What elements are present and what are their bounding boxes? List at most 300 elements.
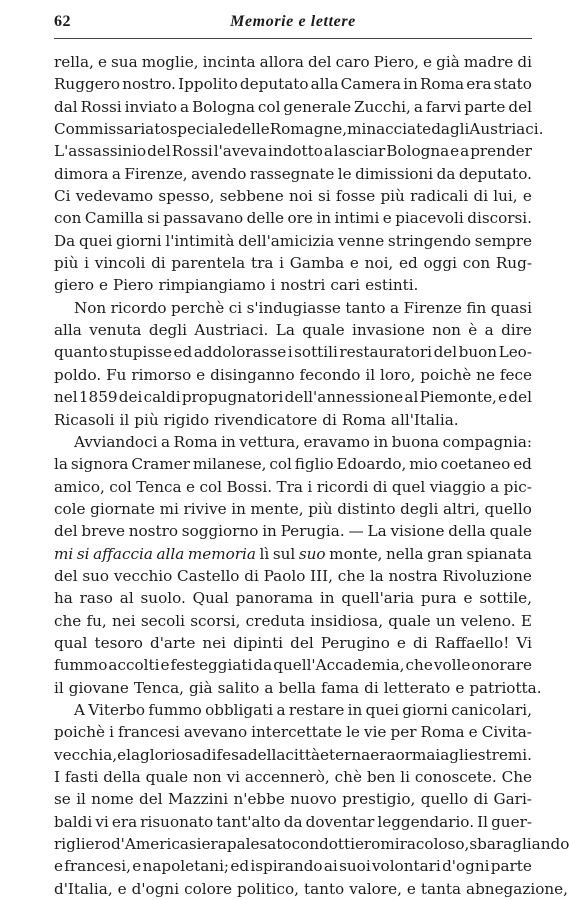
- word: da: [436, 164, 456, 183]
- word: miracoloso,: [380, 835, 470, 854]
- word: nostro: [128, 522, 178, 541]
- word: rivive: [183, 499, 227, 518]
- word: qual: [54, 633, 88, 652]
- word: Ci: [54, 187, 71, 206]
- text-line: [54, 543, 532, 565]
- text-line: [54, 140, 532, 162]
- text-line: [54, 766, 532, 788]
- text-line: [54, 252, 532, 274]
- word: La: [275, 321, 295, 340]
- word: sul: [272, 544, 296, 563]
- word: in: [231, 499, 246, 518]
- word: secoli: [140, 611, 186, 630]
- word: fummo: [54, 656, 108, 675]
- word: e: [117, 745, 127, 764]
- word: mio: [409, 455, 438, 474]
- word: rigido: [163, 410, 210, 429]
- word: fu,: [86, 611, 107, 630]
- word: di: [322, 410, 337, 429]
- word: quello: [484, 499, 532, 518]
- word: è: [468, 321, 478, 340]
- word: caldi: [143, 388, 181, 407]
- word: buona: [391, 432, 440, 451]
- word: compagnia:: [442, 432, 532, 451]
- word: stupisse: [109, 343, 172, 362]
- word: vecchio: [113, 566, 173, 585]
- word: vie: [364, 723, 387, 742]
- word: era: [370, 745, 396, 764]
- word: Perugino: [320, 633, 390, 652]
- word: minacciate: [347, 120, 432, 139]
- word: in: [316, 209, 331, 228]
- word: delle: [246, 209, 285, 228]
- word: parte: [490, 857, 532, 876]
- word: col: [269, 455, 292, 474]
- word: era: [466, 75, 492, 94]
- word: A: [74, 700, 85, 719]
- word: invasione: [352, 321, 425, 340]
- word: stato: [493, 75, 532, 94]
- word: d'ogni: [442, 857, 490, 876]
- word: che: [337, 566, 366, 585]
- word: sottili: [294, 343, 338, 362]
- word: Ruggero: [54, 75, 121, 94]
- word: delle: [232, 120, 270, 139]
- word: viaggio: [429, 477, 486, 496]
- word: Tenca: [136, 477, 182, 496]
- word: quanto: [54, 343, 108, 362]
- word: cole: [54, 499, 86, 518]
- word: sua: [111, 53, 138, 71]
- word: breve: [81, 522, 125, 541]
- word: 1859: [78, 388, 118, 407]
- word: a: [180, 97, 190, 116]
- word: alla: [156, 544, 185, 563]
- word: ore: [287, 209, 313, 228]
- text-line: [54, 341, 532, 363]
- word: moglie,: [141, 53, 199, 71]
- word: e: [423, 53, 433, 71]
- word: Leo-: [498, 343, 532, 362]
- word: visione: [390, 522, 445, 541]
- word: rimorso: [131, 365, 192, 384]
- word: festeggiati: [170, 656, 253, 675]
- word: ben: [366, 768, 396, 786]
- word: e: [463, 589, 473, 608]
- text-line: [54, 51, 532, 73]
- word: francesi,: [64, 857, 131, 876]
- header-rule: [54, 38, 532, 39]
- word: era: [201, 835, 227, 854]
- word: dimora: [54, 164, 109, 183]
- word: che: [405, 656, 433, 675]
- word: propugnatori: [181, 388, 284, 407]
- word: milanese,: [192, 455, 267, 474]
- word: pura: [420, 589, 457, 608]
- word: di: [517, 53, 532, 71]
- word: farvi: [425, 97, 462, 116]
- paragraph: [54, 699, 569, 900]
- word: d'Italia,: [54, 879, 113, 898]
- word: si: [76, 544, 90, 563]
- word: dimissioni: [355, 164, 434, 183]
- word: figlio: [294, 455, 334, 474]
- word: le: [337, 164, 352, 183]
- word: vincoli: [94, 254, 146, 273]
- word: Raffaello!: [434, 633, 510, 652]
- word: quale: [302, 321, 345, 340]
- word: di: [473, 187, 489, 206]
- word: tanto: [304, 879, 345, 898]
- word: fecondo: [299, 365, 361, 384]
- word: francesi: [117, 723, 180, 742]
- word: Non: [74, 298, 107, 317]
- word: Tra: [276, 477, 303, 496]
- word: vettura,: [239, 432, 300, 451]
- word: tanto: [345, 298, 386, 317]
- word: Roma: [173, 432, 218, 451]
- text-line: [54, 207, 532, 229]
- word: parte: [464, 97, 506, 116]
- word: della: [247, 745, 286, 764]
- word: a: [413, 97, 423, 116]
- word: e: [455, 678, 465, 697]
- word: la: [369, 566, 384, 585]
- word: oggi: [423, 254, 457, 273]
- word: a: [490, 477, 500, 496]
- word: perchè: [171, 298, 225, 317]
- word: non: [192, 768, 222, 786]
- word: nuovo: [290, 790, 337, 809]
- word: —: [348, 522, 364, 541]
- word: Civita-: [481, 723, 532, 742]
- word: Firenze: [403, 298, 462, 317]
- word: eterna: [320, 745, 371, 764]
- word: ricordi: [316, 477, 369, 496]
- word: amico,: [54, 477, 105, 496]
- word: suoi: [339, 857, 371, 876]
- word: si: [317, 187, 331, 206]
- word: per: [390, 723, 417, 742]
- word: risuonato: [140, 812, 214, 831]
- word: abnegazione,: [466, 879, 568, 898]
- word: e: [349, 254, 359, 273]
- word: rimpiangiamo: [158, 276, 266, 295]
- word: vi: [95, 812, 109, 831]
- text-line: [54, 118, 544, 140]
- word: la: [54, 455, 68, 474]
- word: deputato: [239, 75, 309, 94]
- word: letterato: [383, 678, 451, 697]
- word: nella: [386, 544, 424, 563]
- word: loro,: [380, 365, 416, 384]
- word: ed: [230, 857, 250, 876]
- word: indotto: [268, 142, 323, 161]
- word: fummo: [148, 700, 202, 719]
- word: a: [111, 164, 121, 183]
- word: prestigio,: [342, 790, 416, 809]
- word: più: [380, 187, 405, 206]
- text-line: [54, 163, 532, 185]
- word: tra: [250, 254, 274, 273]
- word: caro: [335, 53, 370, 71]
- word: e: [468, 723, 478, 742]
- text-line: [54, 721, 532, 743]
- word: mente,: [250, 499, 304, 518]
- word: altri,: [442, 499, 480, 518]
- word: radicali: [410, 187, 469, 206]
- word: alla: [54, 321, 82, 340]
- word: quell'aria: [341, 589, 414, 608]
- word: buon: [458, 343, 498, 362]
- word: da: [253, 656, 273, 675]
- word: degli: [148, 321, 187, 340]
- word: insidiosa,: [310, 611, 384, 630]
- word: n'ebbe: [233, 790, 285, 809]
- word: all'Italia.: [390, 410, 459, 429]
- text-line: [54, 230, 532, 252]
- word: Romagne,: [269, 120, 348, 139]
- word: Viterbo: [88, 700, 146, 719]
- word: Gari-: [493, 790, 532, 809]
- word: a: [484, 321, 494, 340]
- word: Il: [477, 812, 488, 831]
- word: eravamo: [303, 432, 370, 451]
- word: Austriaci.: [469, 120, 544, 139]
- word: Fu: [106, 365, 127, 384]
- word: leggendario.: [377, 812, 475, 831]
- word: ormai: [395, 745, 441, 764]
- word: Gamba: [289, 254, 345, 273]
- word: dipinti: [233, 633, 284, 652]
- word: patriotta.: [469, 678, 542, 697]
- page-number: 62: [54, 13, 71, 30]
- word: giero: [54, 276, 94, 295]
- word: coetaneo: [440, 455, 511, 474]
- word: ci: [228, 298, 243, 317]
- word: monte,: [329, 544, 383, 563]
- word: e: [406, 879, 416, 898]
- word: speciale: [169, 120, 233, 139]
- word: era: [111, 812, 138, 831]
- word: deputato.: [458, 164, 532, 183]
- word: quasi: [490, 298, 532, 317]
- paragraph: [54, 51, 544, 297]
- text-line: [54, 297, 532, 319]
- word: poldo.: [54, 365, 102, 384]
- text-body: [54, 51, 569, 900]
- word: non: [432, 321, 461, 340]
- word: Vi: [516, 633, 532, 652]
- word: fasti: [64, 768, 99, 786]
- word: Bologna: [192, 97, 255, 116]
- word: suo: [82, 566, 110, 585]
- text-line: [54, 73, 532, 95]
- word: l'intimità: [165, 231, 235, 250]
- text-line: [54, 699, 532, 721]
- word: Rug-: [495, 254, 532, 273]
- word: tant'alto: [216, 812, 281, 831]
- word: Roma: [420, 723, 465, 742]
- word: già: [436, 53, 460, 71]
- word: Perugia.: [280, 522, 345, 541]
- word: fece: [499, 365, 532, 384]
- word: d'America: [110, 835, 189, 854]
- word: Da: [54, 231, 76, 250]
- word: quale: [145, 768, 189, 786]
- word: onorare: [471, 656, 532, 675]
- word: ai: [323, 857, 338, 876]
- word: s'indugiasse: [246, 298, 341, 317]
- word: Paolo: [263, 566, 306, 585]
- word: estinti.: [365, 276, 419, 295]
- word: addolorasse: [193, 343, 287, 362]
- word: da: [283, 812, 303, 831]
- word: dell'annessione: [284, 388, 404, 407]
- word: Rossi: [171, 142, 213, 161]
- word: ed: [173, 343, 193, 362]
- word: stringendo: [387, 231, 472, 250]
- word: a: [389, 298, 400, 317]
- word: la: [126, 745, 141, 764]
- word: del: [147, 142, 171, 161]
- word: nei: [111, 611, 136, 630]
- word: creduta: [245, 611, 306, 630]
- word: col: [199, 477, 222, 496]
- word: ne: [476, 365, 495, 384]
- word: panorama: [235, 589, 314, 608]
- word: raso: [79, 589, 113, 608]
- word: allora: [259, 53, 304, 71]
- word: e: [522, 187, 532, 206]
- word: Commissariato: [54, 120, 170, 139]
- word: di: [244, 566, 259, 585]
- word: Ippolito: [178, 75, 238, 94]
- word: degli: [400, 499, 439, 518]
- word: e: [98, 276, 108, 295]
- word: della: [448, 522, 486, 541]
- word: ispirando: [250, 857, 323, 876]
- word: lì: [259, 544, 270, 563]
- word: di: [372, 477, 388, 496]
- word: guer-: [491, 812, 532, 831]
- word: nome: [91, 790, 134, 809]
- text-line: [54, 520, 532, 542]
- word: Mazzini: [167, 790, 229, 809]
- word: alla: [310, 75, 339, 94]
- word: parentela: [171, 254, 246, 273]
- text-line: [54, 677, 542, 699]
- word: scorsi,: [190, 611, 241, 630]
- word: Zucchi,: [354, 97, 411, 116]
- word: rivendicatore: [214, 410, 318, 429]
- word: si: [188, 835, 202, 854]
- word: i: [270, 276, 276, 295]
- text-line: [54, 788, 532, 810]
- word: ed: [513, 455, 532, 474]
- word: Bossi.: [226, 477, 273, 496]
- word: E: [520, 611, 532, 630]
- word: poichè: [54, 723, 105, 742]
- word: a: [160, 432, 171, 451]
- word: giornate: [90, 499, 156, 518]
- word: rigliero: [54, 835, 111, 854]
- word: tanta: [420, 879, 462, 898]
- word: obbligati: [205, 700, 274, 719]
- running-title: Memorie e lettere: [230, 13, 356, 30]
- word: in: [262, 522, 277, 541]
- word: più: [54, 254, 79, 273]
- word: giorni: [402, 700, 448, 719]
- text-line: [54, 185, 532, 207]
- word: città: [285, 745, 321, 764]
- word: di: [413, 633, 428, 652]
- word: lasciar: [333, 142, 386, 161]
- word: il: [76, 790, 86, 809]
- word: l'aveva: [213, 142, 268, 161]
- word: passavano: [163, 209, 244, 228]
- word: con: [462, 254, 491, 273]
- word: il: [54, 678, 64, 697]
- paragraph: [54, 297, 532, 431]
- word: mi: [54, 544, 74, 563]
- word: giovane: [68, 678, 129, 697]
- word: dire: [501, 321, 532, 340]
- word: dell'amicizia: [238, 231, 335, 250]
- text-line: [54, 274, 532, 296]
- word: Roma: [420, 75, 465, 94]
- word: d'ogni: [131, 879, 180, 898]
- word: e: [382, 209, 392, 228]
- text-line: [54, 498, 532, 520]
- text-line: [54, 587, 532, 609]
- word: III,: [310, 566, 333, 585]
- word: del: [290, 633, 314, 652]
- word: sottile,: [479, 589, 532, 608]
- word: al: [119, 589, 134, 608]
- word: poichè: [420, 365, 472, 384]
- word: e: [132, 857, 142, 876]
- word: ha: [54, 589, 73, 608]
- word: avendo: [191, 164, 247, 183]
- word: già: [188, 678, 213, 697]
- word: dal: [54, 97, 78, 116]
- word: e: [117, 879, 127, 898]
- word: li: [400, 768, 410, 786]
- word: più: [134, 410, 159, 429]
- word: con: [54, 209, 82, 228]
- text-line: [54, 632, 532, 654]
- word: nostri: [280, 276, 326, 295]
- word: quale: [489, 522, 532, 541]
- word: di: [151, 254, 166, 273]
- word: in: [373, 432, 389, 451]
- paragraph: [54, 431, 542, 699]
- word: di: [473, 790, 489, 809]
- word: intimi: [334, 209, 380, 228]
- word: Firenze,: [124, 164, 188, 183]
- text-line: [54, 833, 569, 855]
- word: il: [119, 410, 130, 429]
- word: sbaragliando: [469, 835, 569, 854]
- word: accennerò,: [244, 768, 330, 786]
- word: avevano: [183, 723, 248, 742]
- running-head: [54, 13, 532, 37]
- word: Rossi: [80, 97, 122, 116]
- text-line: [54, 476, 532, 498]
- word: al: [404, 388, 419, 407]
- text-line: [54, 855, 532, 877]
